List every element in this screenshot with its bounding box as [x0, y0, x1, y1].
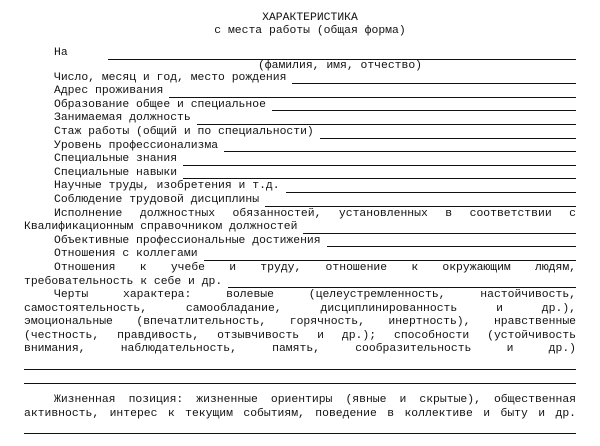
life-position-paragraph-line: Жизненная позиция: жизненные ориентиры (явные и скрытые), общественная — [54, 394, 576, 407]
field-line[interactable] — [292, 72, 576, 84]
field-line[interactable] — [169, 86, 576, 98]
field-line[interactable] — [327, 235, 576, 247]
attitude-line[interactable] — [228, 276, 576, 288]
field-row — [24, 126, 576, 140]
field-row — [24, 235, 576, 249]
field-line[interactable] — [320, 127, 576, 139]
field-row — [24, 194, 576, 208]
field-label: Уровень профессионализма — [54, 139, 219, 152]
field-row — [24, 248, 576, 262]
to-row — [24, 47, 576, 61]
field-row — [24, 167, 576, 181]
duties-line[interactable] — [303, 222, 576, 234]
traits-paragraph-line: внимания, наблюдательность, память, сообразительность и др.) — [24, 343, 576, 356]
traits-answer-line[interactable] — [24, 371, 576, 384]
field-label: Объективные профессиональные достижения — [54, 234, 321, 247]
field-row — [24, 140, 576, 154]
traits-paragraph-line: (честность, правдивость, отзывчивость и др.); способности (устойчивость — [24, 329, 576, 342]
duties-row — [24, 221, 576, 235]
field-label: Стаж работы (общий и по специальности) — [54, 125, 314, 138]
to-name-line[interactable] — [108, 48, 576, 60]
field-line[interactable] — [286, 181, 576, 193]
to-label: На — [54, 47, 68, 59]
life-position-answer-line[interactable] — [24, 421, 576, 434]
field-row — [24, 85, 576, 99]
duties-paragraph: Исполнение должностных обязанностей, установленных в соответствии с — [54, 207, 576, 220]
field-label: Образование общее и специальное — [54, 98, 266, 111]
duties-label: Квалификационным справочником должностей — [24, 221, 298, 234]
traits-answer-line[interactable] — [24, 357, 576, 370]
name-caption: (фамилия, имя, отчество) — [257, 59, 423, 72]
field-row — [24, 153, 576, 167]
document-subtitle: с места работы (общая форма) — [214, 25, 406, 37]
characteristic-form — [24, 12, 576, 435]
field-line[interactable] — [183, 167, 576, 179]
field-row — [24, 180, 576, 194]
field-line[interactable] — [197, 113, 576, 125]
field-line[interactable] — [204, 249, 576, 261]
field-label: Занимаемая должность — [54, 112, 191, 125]
life-position-paragraph-line: активность, интерес к текущим событиям, поведение в коллективе и быту и др. — [24, 407, 576, 420]
field-label: Адрес проживания — [54, 85, 164, 98]
attitude-row — [24, 276, 576, 290]
field-label: Число, месяц и год, место рождения — [54, 71, 287, 84]
field-line[interactable] — [224, 140, 576, 152]
field-line[interactable] — [183, 154, 576, 166]
field-label: Научные труды, изобретения и т.д. — [54, 180, 280, 193]
field-label: Отношения с коллегами — [54, 248, 198, 261]
document-title: ХАРАКТЕРИСТИКА — [262, 12, 358, 24]
field-label: Специальные знания — [54, 153, 178, 166]
field-row — [24, 72, 576, 86]
field-label: Соблюдение трудовой дисциплины — [54, 193, 260, 206]
traits-paragraph-line: эмоциональные (впечатлительность, горячность, инертность), нравственные — [24, 316, 576, 329]
field-label: Специальные навыки — [54, 166, 178, 179]
field-line[interactable] — [272, 99, 576, 111]
field-row — [24, 112, 576, 126]
attitude-paragraph: Отношения к учебе и труду, отношение к окружающим людям, — [54, 261, 576, 274]
traits-paragraph-line: Черты характера: волевые (целеустремленность, настойчивость, — [54, 289, 576, 302]
traits-paragraph-line: самостоятельность, самообладание, дисциплинированность и др.), — [24, 302, 576, 315]
field-line[interactable] — [265, 195, 576, 207]
attitude-label: требовательность к себе и др. — [24, 275, 223, 288]
field-row — [24, 99, 576, 113]
